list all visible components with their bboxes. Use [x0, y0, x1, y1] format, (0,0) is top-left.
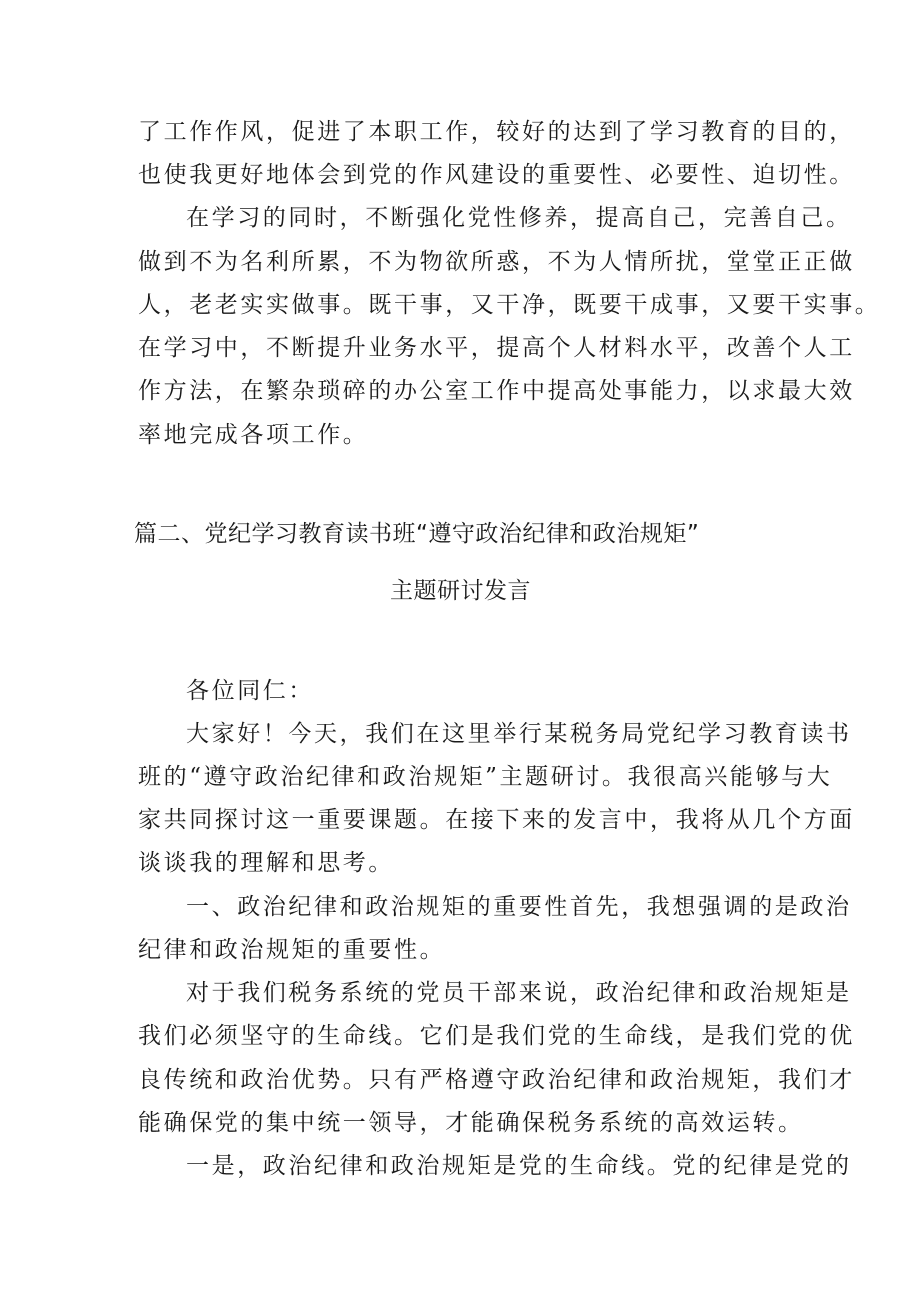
paragraph-line: 做到不为名利所累，不为物欲所惑，不为人情所扰，堂堂正正做 [138, 249, 855, 275]
paragraph-line: 一是，政治纪律和政治规矩是党的生命线。党的纪律是党的 [186, 1153, 852, 1179]
paragraph-line: 良传统和政治优势。只有严格遵守政治纪律和政治规矩，我们才 [138, 1067, 855, 1093]
section-heading-subtitle: 主题研讨发言 [390, 578, 531, 604]
paragraph-line: 对于我们税务系统的党员干部来说，政治纪律和政治规矩是 [186, 980, 852, 1006]
paragraph-line: 家共同探讨这一重要课题。在接下来的发言中，我将从几个方面 [138, 807, 855, 833]
paragraph-line: 在学习中，不断提升业务水平，提高个人材料水平，改善个人工 [138, 335, 855, 361]
paragraph-line: 谈谈我的理解和思考。 [138, 850, 394, 876]
paragraph-line: 班的“遵守政治纪律和政治规矩”主题研讨。我很高兴能够与大 [138, 764, 833, 790]
salutation: 各位同仁： [186, 678, 314, 704]
paragraph-line: 我们必须坚守的生命线。它们是我们党的生命线，是我们党的优 [138, 1023, 855, 1049]
paragraph-line: 人，老老实实做事。既干事，又干净，既要干成事，又要干实事。 [138, 292, 881, 318]
paragraph-line: 也使我更好地体会到党的作风建设的重要性、必要性、迫切性。 [138, 162, 855, 188]
paragraph-line: 了工作作风，促进了本职工作，较好的达到了学习教育的目的， [138, 119, 855, 145]
paragraph-line: 能确保党的集中统一领导，才能确保税务系统的高效运转。 [138, 1110, 804, 1136]
paragraph-line: 一、政治纪律和政治规矩的重要性首先，我想强调的是政治 [186, 894, 852, 920]
paragraph-line: 率地完成各项工作。 [138, 422, 369, 448]
paragraph-line: 大家好！今天，我们在这里举行某税务局党纪学习教育读书 [186, 721, 852, 747]
section-heading: 篇二、党纪学习教育读书班“遵守政治纪律和政治规矩” [134, 521, 700, 547]
paragraph-line: 作方法，在繁杂琐碎的办公室工作中提高处事能力，以求最大效 [138, 378, 855, 404]
paragraph-line: 在学习的同时，不断强化党性修养，提高自己，完善自己。 [186, 205, 852, 231]
paragraph-line: 纪律和政治规矩的重要性。 [138, 937, 446, 963]
